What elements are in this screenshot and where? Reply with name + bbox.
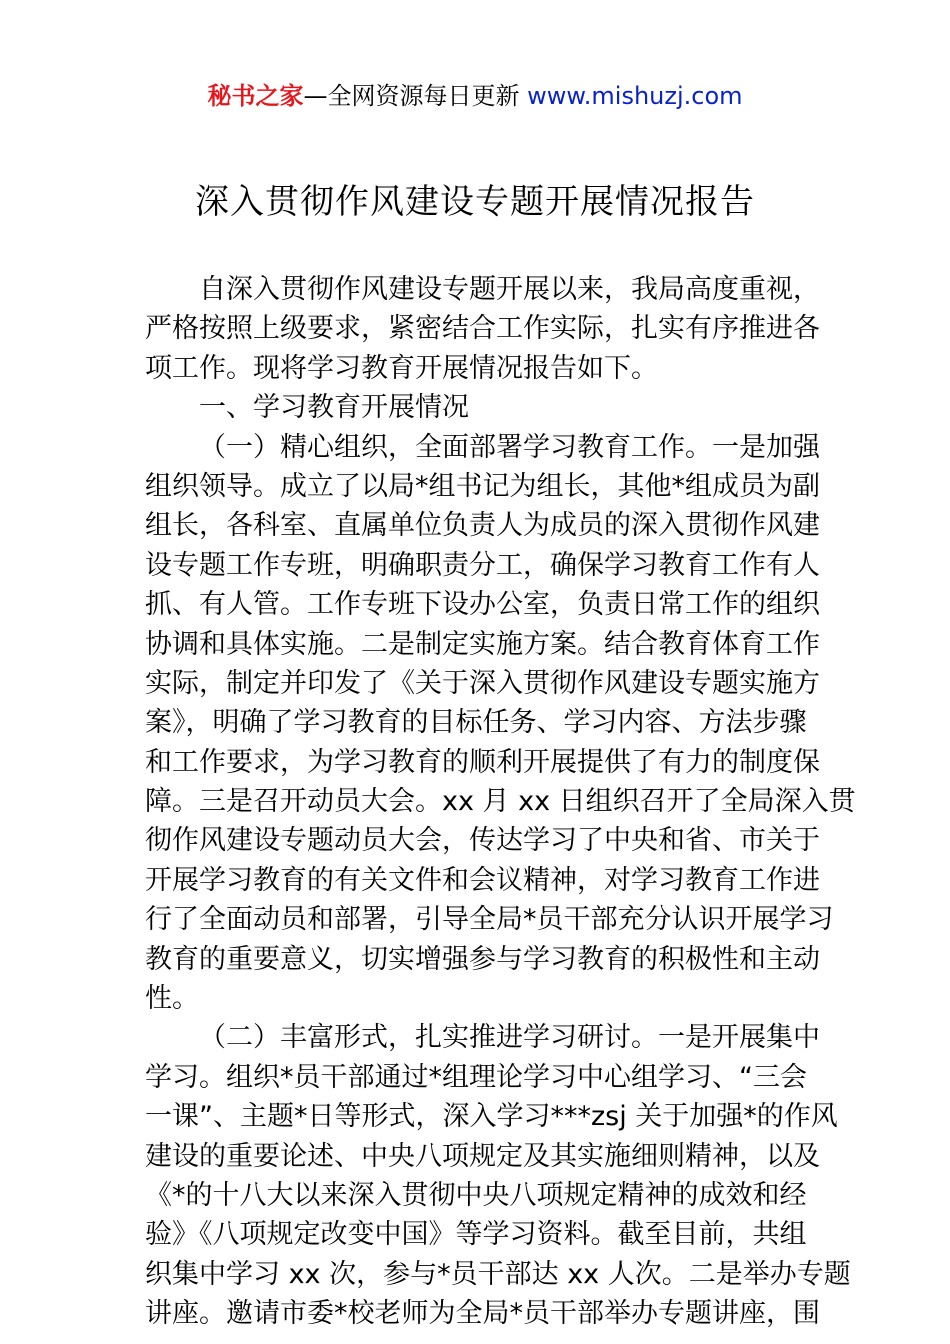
paragraph-line: 学习。组织*员干部通过*组理论学习中心组学习、“三会: [145, 1061, 807, 1093]
paragraph-line: 组长，各科室、直属单位负责人为成员的深入贯彻作风建: [145, 510, 820, 542]
section-heading: 一、学习教育开展情况: [199, 392, 469, 424]
paragraph-line: 和工作要求，为学习教育的顺利开展提供了有力的制度保: [145, 746, 820, 778]
paragraph-line: 《*的十八大以来深入贯彻中央八项规定精神的成效和经: [145, 1179, 807, 1211]
paragraph-line: （二）丰富形式，扎实推进学习研讨。一是开展集中: [199, 1022, 820, 1054]
paragraph-line: 协调和具体实施。二是制定实施方案。结合教育体育工作: [145, 628, 820, 660]
paragraph-line: 设专题工作专班，明确职责分工，确保学习教育工作有人: [145, 549, 820, 581]
header-tagline: —全网资源每日更新: [303, 82, 528, 110]
paragraph-line: 一课”、主题*日等形式，深入学习***zsj 关于加强*的作风: [145, 1101, 838, 1133]
paragraph-line: 教育的重要意义，切实增强参与学习教育的积极性和主动: [145, 943, 820, 975]
paragraph-line: 自深入贯彻作风建设专题开展以来，我局高度重视，: [199, 274, 820, 305]
paragraph-line: 实际，制定并印发了《关于深入贯彻作风建设专题实施方: [145, 667, 820, 699]
paragraph-line: 障。三是召开动员大会。xx 月 xx 日组织召开了全局深入贯: [145, 786, 856, 818]
paragraph-line: 织集中学习 xx 次，参与*员干部达 xx 人次。二是举办专题: [145, 1258, 851, 1290]
paragraph-line: 严格按照上级要求，紧密结合工作实际，扎实有序推进各: [145, 313, 820, 345]
paragraph-line: 项工作。现将学习教育开展情况报告如下。: [145, 352, 658, 384]
paragraph-line: 组织领导。成立了以局*组书记为组长，其他*组成员为副: [145, 470, 820, 502]
paragraph-line: 验》《八项规定改变中国》等学习资料。截至目前，共组: [145, 1219, 807, 1251]
paragraph-line: （一）精心组织，全面部署学习教育工作。一是加强: [199, 431, 820, 463]
paragraph-line: 性。: [145, 983, 199, 1015]
paragraph-line: 案》，明确了学习教育的目标任务、学习内容、方法步骤: [145, 707, 807, 739]
brand-name: 秘书之家: [207, 82, 304, 110]
site-url-link[interactable]: www.mishuzj.com: [527, 82, 743, 110]
paragraph-line: 彻作风建设专题动员大会，传达学习了中央和省、市关于: [145, 825, 820, 857]
paragraph-line: 开展学习教育的有关文件和会议精神，对学习教育工作进: [145, 864, 820, 896]
document-title: 深入贯彻作风建设专题开展情况报告: [195, 182, 755, 222]
paragraph-line: 建设的重要论述、中央八项规定及其实施细则精神，以及: [145, 1140, 820, 1172]
paragraph-line: 行了全面动员和部署，引导全局*员干部充分认识开展学习: [145, 904, 834, 936]
paragraph-line: 讲座。邀请市委*校老师为全局*员干部举办专题讲座，围: [145, 1298, 820, 1330]
paragraph-line: 抓、有人管。工作专班下设办公室，负责日常工作的组织: [145, 589, 820, 621]
document-body: [145, 270, 856, 1334]
site-header: [0, 80, 950, 112]
